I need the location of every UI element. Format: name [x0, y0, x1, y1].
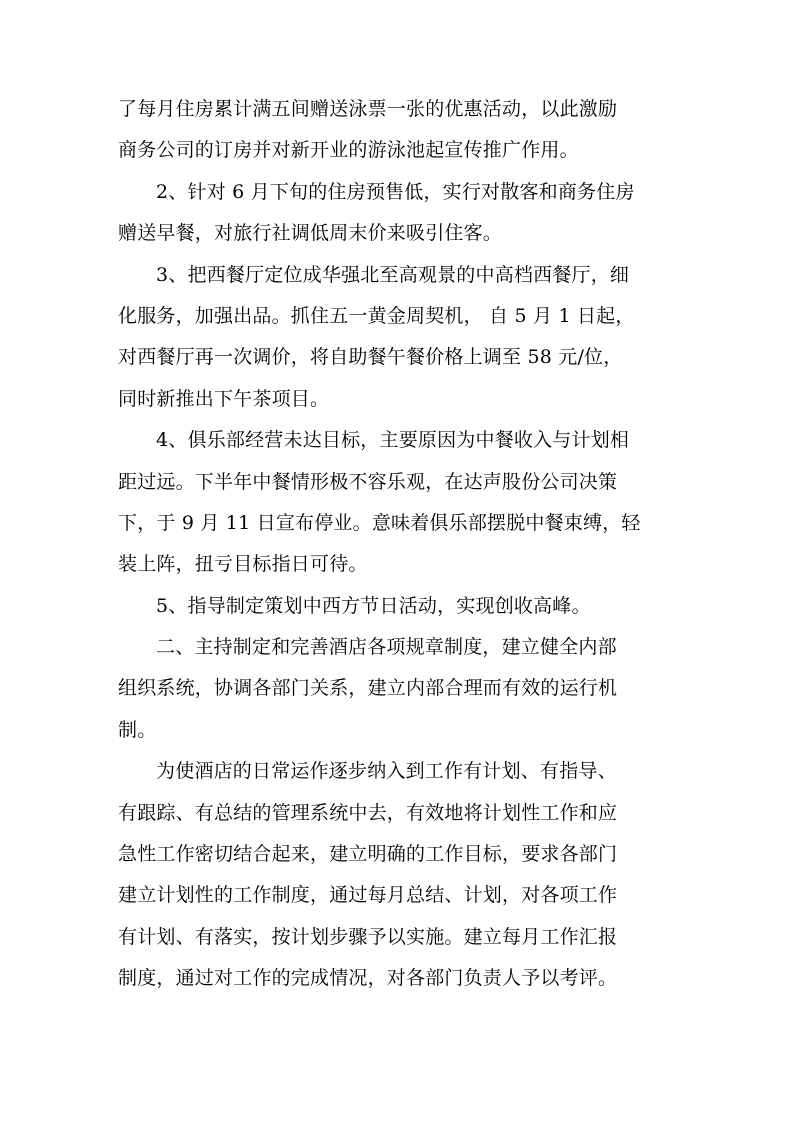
- paragraph-start-line: 4、俱乐部经营未达目标，主要原因为中餐收入与计划相: [156, 429, 630, 452]
- text-line: 下，于 9 月 11 日宣布停业。意味着俱乐部摆脱中餐束缚，轻: [118, 511, 641, 534]
- text-line: 装上阵，扭亏目标指日可待。: [118, 553, 368, 576]
- text-line: 制。: [118, 718, 157, 741]
- text-line: 同时新推出下午茶项目。: [118, 387, 330, 410]
- text-line: 急性工作密切结合起来，建立明确的工作目标，要求各部门: [118, 843, 618, 866]
- paragraph-start-line: 为使酒店的日常运作逐步纳入到工作有计划、有指导、: [156, 760, 617, 783]
- text-line: 赠送早餐，对旅行社调低周末价来吸引住客。: [118, 222, 503, 245]
- text-line: 有跟踪、有总结的管理系统中去，有效地将计划性工作和应: [118, 801, 618, 824]
- paragraph-start-line: 5、指导制定策划中西方节日活动，实现创收高峰。: [156, 594, 591, 617]
- text-line: 组织系统，协调各部门关系，建立内部合理而有效的运行机: [118, 677, 618, 700]
- text-line: 对西餐厅再一次调价，将自助餐午餐价格上调至 58 元/位，: [118, 346, 623, 369]
- text-line: 商务公司的订房并对新开业的游泳池起宣传推广作用。: [118, 139, 579, 162]
- body-text: [118, 89, 683, 1000]
- text-line: 距过远。下半年中餐情形极不容乐观，在达声股份公司决策: [118, 470, 618, 493]
- paragraph-start-line: 3、把西餐厅定位成华强北至高观景的中高档西餐厅，细: [156, 263, 630, 286]
- text-line: 建立计划性的工作制度，通过每月总结、计划，对各项工作: [118, 884, 618, 907]
- text-line: 化服务，加强出品。抓住五一黄金周契机， 自 5 月 1 日起，: [118, 304, 635, 327]
- paragraph-start-line: 2、针对 6 月下旬的住房预售低，实行对散客和商务住房: [156, 180, 635, 203]
- text-line: 了每月住房累计满五间赠送泳票一张的优惠活动，以此激励: [118, 98, 618, 120]
- text-line: 制度，通过对工作的完成情况，对各部门负责人予以考评。: [118, 967, 618, 990]
- text-line: 有计划、有落实，按计划步骤予以实施。建立每月工作汇报: [118, 925, 618, 948]
- section-heading-line: 二、主持制定和完善酒店各项规章制度，建立健全内部: [156, 636, 617, 659]
